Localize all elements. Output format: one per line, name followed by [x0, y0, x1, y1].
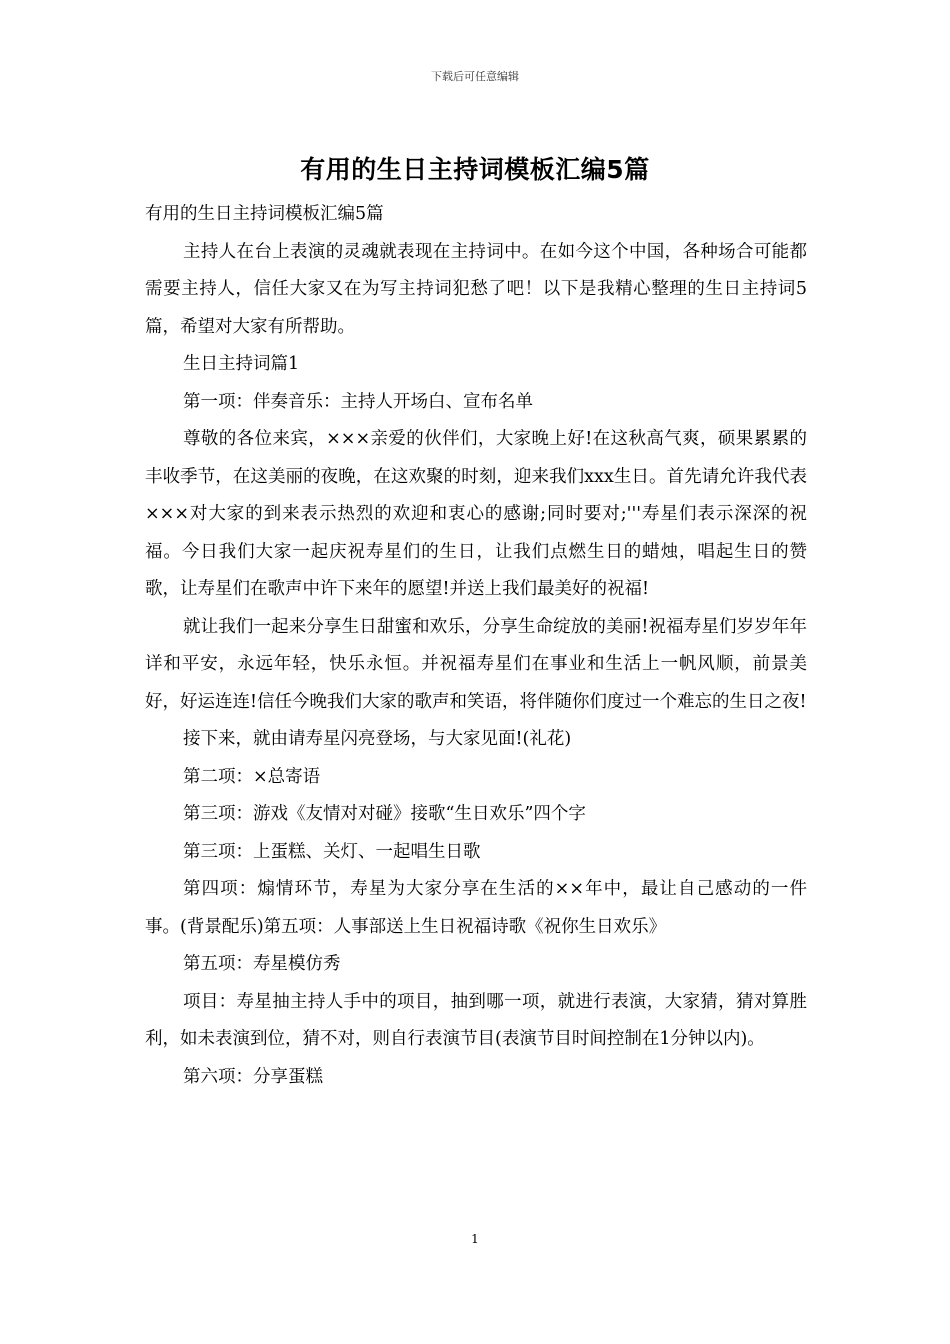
- body-paragraph: 第六项：分享蛋糕: [183, 1066, 323, 1087]
- body-paragraph: 第五项：寿星模仿秀: [183, 954, 341, 974]
- body-paragraph: 接下来，就由请寿星闪亮登场，与大家见面!(礼花): [183, 729, 572, 749]
- body-paragraph: 第三项：游戏《友情对对碰》接歌“生日欢乐”四个字: [183, 804, 586, 824]
- body-paragraph: 生日主持词篇1: [183, 354, 300, 374]
- page-header: 下载后可任意编辑: [431, 70, 519, 83]
- body-paragraph: 第二项：×总寄语: [183, 766, 321, 787]
- body-paragraph: 尊敬的各位来宾，×××亲爱的伙伴们，大家晚上好!在这秋高气爽，硕果累累的丰收季节，在这美丽的夜晚，在这欢聚的时刻，迎来我们xxx生日。首先请允许我代表×××对大家的到来表示热烈的欢迎和衷心的感谢;同时要对;'''寿星们表示深深的祝福。今日我们大家一起庆祝寿星们的生日，让我们点燃生日的蜡烛，唱起生日的赞歌，让寿星们在歌声中许下来年的愿望!并送上我们最美好的祝福!: [145, 429, 807, 599]
- document-title: 有用的生日主持词模板汇编5篇: [300, 155, 650, 184]
- body-paragraph: 第四项：煽情环节，寿星为大家分享在生活的××年中，最让自己感动的一件事。(背景配乐)第五项：人事部送上生日祝福诗歌《祝你生日欢乐》: [145, 879, 807, 937]
- document-body: [145, 196, 807, 1096]
- body-paragraph: 第一项：伴奏音乐：主持人开场白、宣布名单: [183, 391, 533, 412]
- body-paragraph: 主持人在台上表演的灵魂就表现在主持词中。在如今这个中国，各种场合可能都需要主持人，信任大家又在为写主持词犯愁了吧！以下是我精心整理的生日主持词5篇，希望对大家有所帮助。: [145, 241, 807, 337]
- body-paragraph: 项目：寿星抽主持人手中的项目，抽到哪一项，就进行表演，大家猜，猜对算胜利，如未表演到位，猜不对，则自行表演节目(表演节目时间控制在1分钟以内)。: [145, 991, 807, 1049]
- body-paragraph: 第三项：上蛋糕、关灯、一起唱生日歌: [183, 841, 481, 862]
- page-number: 1: [471, 1232, 479, 1246]
- body-paragraph: 就让我们一起来分享生日甜蜜和欢乐，分享生命绽放的美丽!祝福寿星们岁岁年年详和平安，永远年轻，快乐永恒。并祝福寿星们在事业和生活上一帆风顺，前景美好，好运连连!信任今晚我们大家的歌声和笑语，将伴随你们度过一个难忘的生日之夜!: [145, 616, 807, 712]
- body-paragraph: 有用的生日主持词模板汇编5篇: [145, 204, 384, 224]
